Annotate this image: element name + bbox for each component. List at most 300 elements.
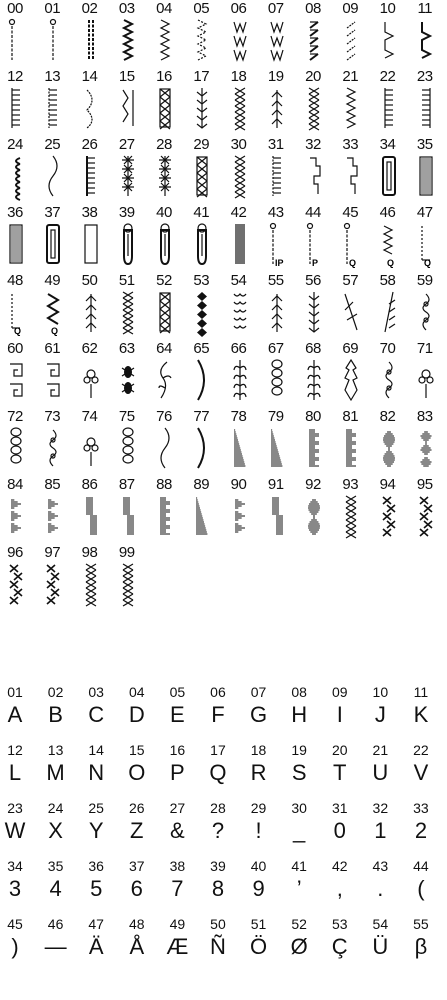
stitch-pattern-67 [261, 340, 298, 408]
character-glyph: 4 [49, 876, 62, 901]
stitch-number: 82 [379, 408, 396, 425]
stitch-box-cross-icon [157, 86, 173, 130]
stitch-number: 04 [156, 0, 172, 17]
stitch-number: 94 [379, 476, 396, 493]
stitch-needle-ip-icon [269, 222, 285, 266]
stitch-pattern-80 [298, 408, 335, 476]
stitch-satin-bars-icon [343, 426, 359, 470]
stitch-pattern-04 [149, 0, 186, 68]
stitch-pattern-57 [335, 272, 372, 340]
stitch-pattern-46 [373, 204, 410, 272]
character-number: 37 [128, 858, 145, 874]
character-pattern-06 [203, 683, 244, 741]
stitch-cross-hatch-icon [343, 494, 359, 538]
stitch-comb-dashed-icon [269, 154, 285, 198]
stitch-arrows-up-icon [83, 290, 99, 334]
stitch-buttonhole-icon [45, 222, 61, 266]
stitch-pattern-37 [37, 204, 74, 272]
character-grid [0, 683, 447, 973]
character-number: 16 [169, 742, 186, 758]
character-glyph: 7 [171, 876, 184, 901]
character-number: 35 [47, 858, 64, 874]
stitch-pattern-48 [0, 272, 37, 340]
stitch-number: 11 [417, 0, 433, 17]
stitch-number: 64 [156, 340, 172, 357]
character-number: 18 [250, 742, 267, 758]
character-pattern-47 [81, 915, 122, 973]
character-pattern-10 [365, 683, 406, 741]
stitch-number: 79 [267, 408, 284, 425]
stitch-satin-triangle-icon [8, 494, 24, 538]
character-glyph: 5 [90, 876, 103, 901]
stitch-number: 49 [44, 272, 61, 289]
stitch-star-stack-icon [157, 154, 173, 198]
stitch-cross-stitch-icon [8, 562, 24, 606]
stitch-tag: P [312, 258, 319, 268]
stitch-number: 92 [305, 476, 321, 493]
stitch-number: 80 [305, 408, 321, 425]
stitch-pattern-27 [112, 136, 149, 204]
stitch-pattern-63 [112, 340, 149, 408]
stitch-step-icon [306, 154, 322, 198]
stitch-dashed-q-icon [8, 290, 24, 334]
stitch-pattern-88 [149, 476, 186, 544]
stitch-pattern-34 [373, 136, 410, 204]
stitch-number: 58 [379, 272, 396, 289]
stitch-satin-step-icon [120, 494, 136, 538]
stitch-tag: Q [423, 258, 431, 268]
stitch-pattern-90 [224, 476, 261, 544]
stitch-number: 13 [44, 68, 61, 85]
stitch-cross-stitch-icon [45, 562, 61, 606]
stitch-pattern-65 [186, 340, 223, 408]
stitch-pattern-32 [298, 136, 335, 204]
stitch-pattern-09 [335, 0, 372, 68]
character-pattern-04 [122, 683, 163, 741]
character-glyph: M [46, 760, 65, 785]
stitch-pattern-44 [298, 204, 335, 272]
stitch-number: 91 [267, 476, 284, 493]
character-glyph: T [333, 760, 347, 785]
stitch-number: 51 [118, 272, 135, 289]
stitch-number: 42 [230, 204, 247, 221]
stitch-number: 56 [305, 272, 321, 289]
stitch-pattern-17 [186, 68, 223, 136]
character-glyph: G [250, 702, 268, 727]
character-number: 31 [331, 800, 348, 816]
stitch-cross-stitch-icon [418, 494, 434, 538]
character-number: 21 [372, 742, 389, 758]
character-pattern-08 [284, 683, 325, 741]
stitch-number: 43 [267, 204, 284, 221]
stitch-pattern-43 [261, 204, 298, 272]
character-pattern-39 [203, 857, 244, 915]
character-glyph: Å [129, 934, 145, 959]
stitch-number: 20 [305, 68, 321, 85]
character-pattern-30 [284, 799, 325, 857]
stitch-number: 55 [267, 272, 284, 289]
stitch-number: 84 [7, 476, 23, 493]
character-glyph: P [170, 760, 185, 785]
stitch-pattern-29 [186, 136, 223, 204]
stitch-diamond-chain-icon [194, 290, 210, 334]
stitch-pattern-49 [37, 272, 74, 340]
character-number: 51 [250, 916, 267, 932]
character-pattern-46 [41, 915, 82, 973]
stitch-satin-diamond-icon [418, 426, 434, 470]
stitch-number: 25 [44, 136, 61, 153]
stitch-number: 40 [156, 204, 172, 221]
stitch-pattern-18 [224, 68, 261, 136]
stitch-pattern-75 [112, 408, 149, 476]
stitch-satin-oval-icon [381, 426, 397, 470]
stitch-keyhole-icon [120, 222, 136, 266]
character-pattern-42 [325, 857, 366, 915]
character-pattern-23 [0, 799, 41, 857]
stitch-pattern-20 [298, 68, 335, 136]
stitch-holly-icon [343, 358, 359, 402]
stitch-pattern-25 [37, 136, 74, 204]
stitch-number: 15 [118, 68, 135, 85]
stitch-needle-ip-icon [306, 222, 322, 266]
stitch-number: 35 [416, 136, 433, 153]
character-glyph: W [4, 818, 26, 843]
stitch-zigzag-icon [157, 18, 173, 62]
stitch-bar-dense-icon [232, 222, 248, 266]
stitch-number: 37 [44, 204, 61, 221]
stitch-tag: Q [386, 258, 394, 268]
character-number: 38 [169, 858, 186, 874]
stitch-loops-icon [120, 426, 136, 470]
stitch-star-stack-icon [120, 154, 136, 198]
character-number: 44 [413, 858, 429, 874]
stitch-box-cross-icon [157, 290, 173, 334]
stitch-number: 74 [81, 408, 98, 425]
character-number: 08 [291, 684, 307, 700]
stitch-greek-key-icon [8, 358, 24, 402]
stitch-pattern-56 [298, 272, 335, 340]
character-pattern-36 [81, 857, 122, 915]
stitch-pattern-55 [261, 272, 298, 340]
character-number: 12 [7, 742, 23, 758]
stitch-pattern-08 [298, 0, 335, 68]
stitch-dashed-slant-icon [343, 18, 359, 62]
character-pattern-07 [244, 683, 285, 741]
character-glyph: E [170, 702, 185, 727]
stitch-number: 86 [81, 476, 98, 493]
stitch-keyhole-icon [194, 222, 210, 266]
character-number: 13 [47, 742, 64, 758]
character-pattern-24 [41, 799, 82, 857]
stitch-pattern-98 [75, 544, 112, 612]
stitch-buttonhole-dense-icon [418, 154, 434, 198]
stitch-number: 00 [7, 0, 23, 17]
stitch-pattern-60 [0, 340, 37, 408]
stitch-number: 29 [193, 136, 210, 153]
stitch-leaf-branch-icon [232, 358, 248, 402]
stitch-pattern-51 [112, 272, 149, 340]
character-pattern-41 [284, 857, 325, 915]
stitch-pattern-62 [75, 340, 112, 408]
stitch-bug-icon [120, 358, 136, 402]
character-pattern-27 [162, 799, 203, 857]
stitch-cross-hatch-icon [120, 562, 136, 606]
stitch-comb-icon [83, 154, 99, 198]
stitch-pattern-95 [410, 476, 447, 544]
stitch-pattern-70 [373, 340, 410, 408]
stitch-flower-icon [83, 426, 99, 470]
character-glyph: X [48, 818, 63, 843]
character-pattern-37 [122, 857, 163, 915]
stitch-satin-wedge-icon [269, 426, 285, 470]
character-glyph: 8 [211, 876, 225, 901]
stitch-number: 01 [44, 0, 61, 17]
stitch-number: 50 [81, 272, 98, 289]
character-number: 49 [169, 916, 186, 932]
stitch-blanket-icon [8, 154, 24, 198]
character-number: 06 [210, 684, 226, 700]
stitch-number: 33 [342, 136, 359, 153]
character-glyph: Z [130, 818, 144, 843]
character-glyph: A [7, 702, 23, 727]
stitch-number: 78 [230, 408, 247, 425]
character-number: 33 [413, 800, 429, 816]
character-pattern-54 [365, 915, 406, 973]
stitch-number: 93 [342, 476, 359, 493]
stitch-zigzag-bold-icon [120, 18, 136, 62]
character-glyph: 3 [8, 876, 22, 901]
character-glyph: — [44, 934, 67, 959]
character-pattern-16 [162, 741, 203, 799]
stitch-number: 32 [305, 136, 321, 153]
stitch-straight-left-icon [8, 18, 24, 62]
stitch-pattern-30 [224, 136, 261, 204]
character-number: 30 [291, 800, 307, 816]
stitch-cross-hatch-icon [120, 290, 136, 334]
stitch-number: 10 [379, 0, 396, 17]
stitch-number: 28 [156, 136, 172, 153]
stitch-satin-triangle-icon [232, 494, 248, 538]
character-number: 32 [372, 800, 389, 816]
stitch-pattern-33 [335, 136, 372, 204]
character-pattern-25 [81, 799, 122, 857]
character-number: 19 [291, 742, 307, 758]
character-number: 47 [88, 916, 104, 932]
character-glyph: ) [11, 934, 19, 959]
stitch-number: 72 [7, 408, 23, 425]
stitch-crescent-icon [194, 358, 210, 402]
stitch-pattern-52 [149, 272, 186, 340]
stitch-number: 71 [416, 340, 433, 357]
stitch-number: 27 [118, 136, 135, 153]
stitch-satin-bars-icon [306, 426, 322, 470]
character-number: 55 [413, 916, 429, 932]
character-pattern-21 [365, 741, 406, 799]
stitch-pattern-28 [149, 136, 186, 204]
stitch-ladder-icon [381, 86, 397, 130]
character-glyph: H [291, 702, 308, 727]
stitch-serpentine-icon [45, 154, 61, 198]
stitch-buttonhole-dense-icon [8, 222, 24, 266]
stitch-dashed-ladder-icon [45, 86, 61, 130]
stitch-arrows-up-icon [269, 86, 285, 130]
stitch-pattern-54 [224, 272, 261, 340]
stitch-number: 67 [267, 340, 284, 357]
stitch-needle-q-icon [343, 222, 359, 266]
stitch-pattern-84 [0, 476, 37, 544]
stitch-pattern-31 [261, 136, 298, 204]
character-number: 27 [169, 800, 186, 816]
stitch-scallop-icon [83, 86, 99, 130]
character-pattern-22 [406, 741, 447, 799]
stitch-satin-wedge-icon [194, 494, 210, 538]
stitch-multi-zigzag-icon [194, 18, 210, 62]
stitch-number: 17 [193, 68, 210, 85]
stitch-straight-center-icon [45, 18, 61, 62]
stitch-flower-icon [418, 358, 434, 402]
stitch-pattern-40 [149, 204, 186, 272]
stitch-leaf-branch-icon [306, 358, 322, 402]
stitch-satin-triangle-icon [45, 494, 61, 538]
character-number: 07 [250, 684, 267, 700]
character-glyph: ’ [296, 876, 302, 901]
character-pattern-35 [41, 857, 82, 915]
stitch-pattern-76 [149, 408, 186, 476]
stitch-pattern-21 [335, 68, 372, 136]
character-glyph: ( [417, 876, 425, 901]
character-pattern-15 [122, 741, 163, 799]
character-number: 17 [210, 742, 226, 758]
stitch-pattern-81 [335, 408, 372, 476]
stitch-tag: Q [51, 326, 59, 336]
stitch-satin-step-icon [83, 494, 99, 538]
character-glyph: C [88, 702, 105, 727]
stitch-pattern-94 [373, 476, 410, 544]
character-number: 42 [331, 858, 348, 874]
stitch-pattern-19 [261, 68, 298, 136]
character-number: 41 [291, 858, 307, 874]
stitch-step-icon [343, 154, 359, 198]
stitch-branch-icon [381, 290, 397, 334]
stitch-triple-straight-icon [83, 18, 99, 62]
stitch-tag: IP [274, 258, 284, 268]
stitch-cross-hatch-icon [83, 562, 99, 606]
character-glyph: U [372, 760, 389, 785]
character-glyph: 2 [414, 818, 428, 843]
stitch-tag: Q [14, 326, 22, 336]
character-number: 52 [291, 916, 307, 932]
character-number: 34 [7, 858, 23, 874]
stitch-number: 18 [230, 68, 247, 85]
stitch-greek-key-icon [45, 358, 61, 402]
stitch-pattern-03 [112, 0, 149, 68]
stitch-pattern-91 [261, 476, 298, 544]
stitch-number: 44 [305, 204, 321, 221]
character-pattern-45 [0, 915, 41, 973]
stitch-zigzag-w-icon [232, 18, 248, 62]
character-pattern-31 [325, 799, 366, 857]
stitch-zigzag-w-icon [269, 18, 285, 62]
character-glyph: S [291, 760, 307, 785]
stitch-arrow-diag-icon [343, 290, 359, 334]
character-glyph: 6 [130, 876, 143, 901]
character-pattern-53 [325, 915, 366, 973]
stitch-pattern-71 [410, 340, 447, 408]
stitch-pattern-15 [112, 68, 149, 136]
character-pattern-14 [81, 741, 122, 799]
character-glyph: Æ [166, 934, 189, 959]
stitch-flower-icon [83, 358, 99, 402]
character-pattern-38 [162, 857, 203, 915]
character-pattern-33 [406, 799, 447, 857]
character-number: 15 [128, 742, 145, 758]
character-pattern-28 [203, 799, 244, 857]
character-pattern-49 [162, 915, 203, 973]
character-glyph: 0 [333, 818, 346, 843]
stitch-pattern-47 [410, 204, 447, 272]
character-pattern-55 [406, 915, 447, 973]
character-glyph: Ñ [210, 934, 226, 959]
stitch-number: 63 [118, 340, 135, 357]
stitch-number: 26 [81, 136, 98, 153]
character-pattern-52 [284, 915, 325, 973]
stitch-pattern-26 [75, 136, 112, 204]
stitch-number: 62 [81, 340, 98, 357]
stitch-number: 39 [118, 204, 135, 221]
stitch-number: 60 [7, 340, 23, 357]
character-number: 39 [210, 858, 226, 874]
stitch-pattern-61 [37, 340, 74, 408]
stitch-number: 59 [416, 272, 433, 289]
stitch-number: 70 [379, 340, 396, 357]
character-glyph: 1 [374, 818, 387, 843]
stitch-number: 61 [44, 340, 61, 357]
stitch-pattern-07 [261, 0, 298, 68]
stitch-pattern-11 [410, 0, 447, 68]
stitch-number: 97 [44, 544, 61, 561]
stitch-satin-oval-icon [306, 494, 322, 538]
character-glyph: J [374, 702, 386, 727]
stitch-number: 38 [81, 204, 98, 221]
stitch-pattern-77 [186, 408, 223, 476]
stitch-number: 48 [7, 272, 23, 289]
stitch-number: 09 [342, 0, 359, 17]
stitch-number: 03 [118, 0, 135, 17]
character-number: 50 [210, 916, 226, 932]
character-number: 01 [7, 684, 23, 700]
character-number: 43 [372, 858, 389, 874]
stitch-ladder-icon [8, 86, 24, 130]
stitch-rect-icon [83, 222, 99, 266]
stitch-arrows-up-icon [269, 290, 285, 334]
stitch-number: 31 [267, 136, 284, 153]
character-glyph: β [414, 934, 428, 959]
character-pattern-29 [244, 799, 285, 857]
stitch-number: 12 [7, 68, 23, 85]
stitch-pattern-64 [149, 340, 186, 408]
stitch-number: 90 [230, 476, 247, 493]
stitch-pattern-78 [224, 408, 261, 476]
stitch-number: 22 [379, 68, 396, 85]
character-pattern-50 [203, 915, 244, 973]
stitch-slant-bars-icon [306, 18, 322, 62]
stitch-number: 85 [44, 476, 61, 493]
character-glyph: _ [293, 818, 306, 843]
character-glyph: N [88, 760, 105, 785]
character-glyph: F [211, 702, 225, 727]
stitch-number: 47 [416, 204, 433, 221]
stitch-number: 54 [230, 272, 247, 289]
